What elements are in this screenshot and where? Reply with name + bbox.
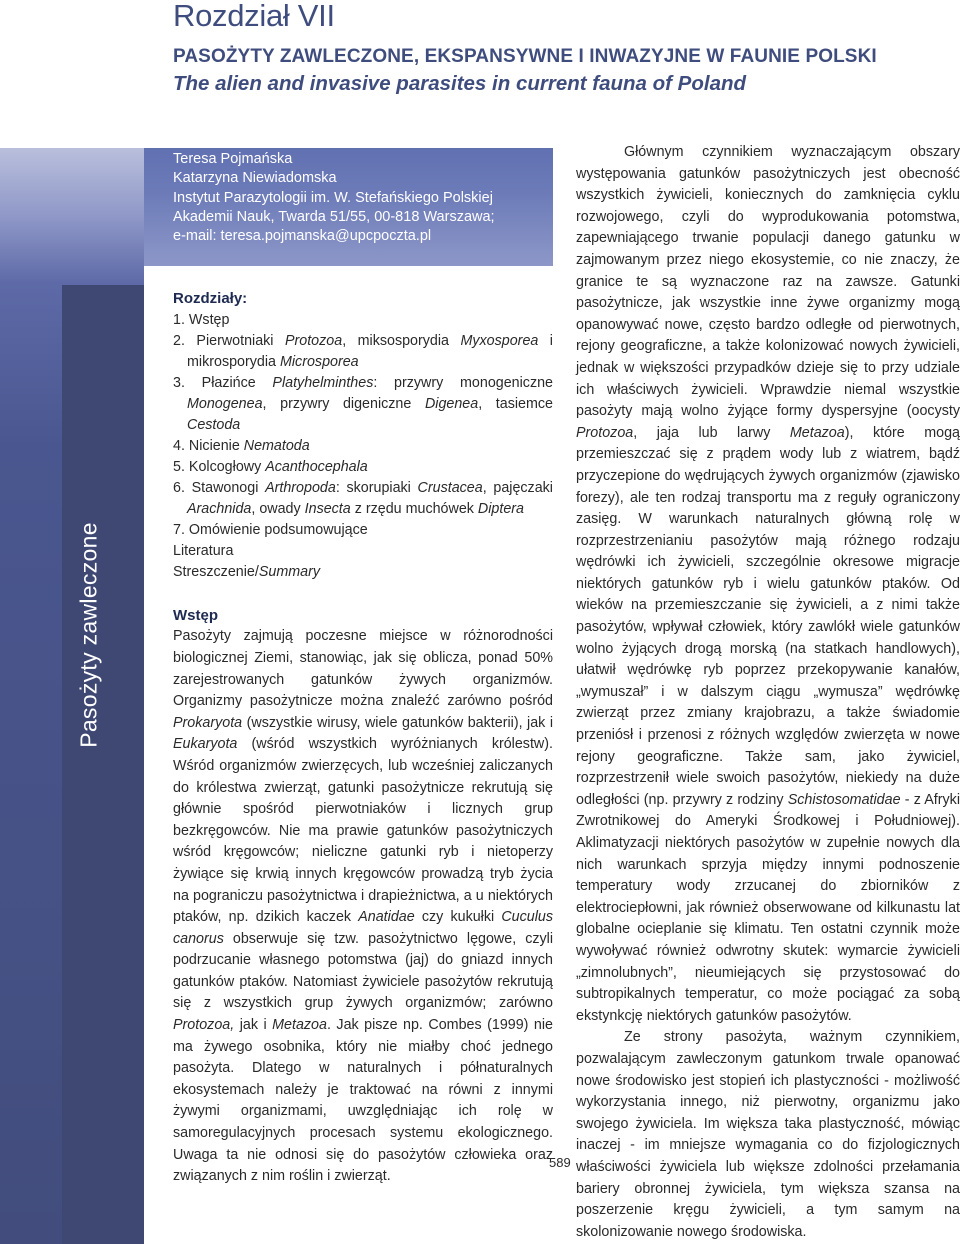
affiliation-line-2: Akademii Nauk, Twarda 51/55, 00-818 Warszawa; <box>173 209 495 225</box>
right-column <box>576 142 960 1243</box>
chapter-label: Rozdział VII <box>173 0 335 33</box>
section-heading-intro: Wstęp <box>173 606 218 624</box>
toc-item-2: 2. Pierwotniaki Protozoa, miksosporydia Myxosporea i mikrosporydia Microsporea <box>173 332 553 370</box>
toc-literature: Literatura <box>173 542 234 559</box>
title-polish: PASOŻYTY ZAWLECZONE, EKSPANSYWNE I INWAZYJNE W FAUNIE POLSKI <box>173 46 877 67</box>
sidebar-strip <box>62 285 144 1244</box>
toc-item-7: 7. Omówienie podsumowujące <box>173 521 368 538</box>
title-english: The alien and invasive parasites in current fauna of Poland <box>173 72 747 95</box>
sidebar-label: Pasożyty zawleczone <box>75 522 102 748</box>
toc-item-5: 5. Kolcogłowy Acanthocephala <box>173 458 368 475</box>
page-number: 589 <box>549 1155 571 1170</box>
toc-item-1: 1. Wstęp <box>173 311 230 328</box>
intro-paragraph-1: Pasożyty zajmują poczesne miejsce w różnorodności biologicznej Ziemi, stanowiąc, jak się oblicza, ponad 50% zarejestrowanych gatunków żywych organizmów. Organizmy pasożytnicze można znaleźć zarówno pośród Prokaryota (wszystkie wirusy, wiele gatunków bakterii), jak i Eukaryota (wśród wszystkich wyróżnianych królestw). Wśród organizmów zwierzęcych, lub wcześniej zaliczanych do królestwa zwierząt, gatunki pasożytnicze rekrutują się głównie spośród pierwotniaków i licznych grup bezkręgowców. Nie ma prawie gatunków pasożytniczych wśród kręgowców; nieliczne gatunki ryb i nietoperzy żywiące się krwią innych kręgowców prowadzą tryb życia na pograniczu pasożytnictwa i drapieżnictwa, a u niektórych ptaków, np. dzikich kaczek Anatidae czy kukułki Cuculus canorus obserwuje się tzw. pasożytnictwo lęgowe, czyli podrzucanie własnego potomstwa (jaj) do gniazd innych gatunków ptaków. Natomiast żywiciele pasożytów rekrutują się z wszystkich grup żywych organizmów; zarówno Protozoa, jak i Metazoa. Jak pisze np. Combes (1999) nie ma żywego osobnika, który nie miałby choć jednego pasożyta. Dlatego w naturalnych i półnaturalnych ekosystemach należy je traktować na równi z innymi żywymi organizmami, uwzględniając ich rolę w samoregulacyjnych procesach systemu ekologicznego. Uwaga ta nie odnosi się do pasożytów człowieka oraz związanych z nim roślin i zwierząt. <box>173 628 553 1185</box>
affiliation-email: e-mail: teresa.pojmanska@upcpoczta.pl <box>173 228 432 244</box>
intro-paragraph-3: Ze strony pasożyta, ważnym czynnikiem, pozwalającym zawleczonym gatunkom trwale opanować nowe środowisko jest stopień ich plastyczności - możliwość wykorzystania innego, niż pierwotny, organizmu jako swojego żywiciela. Im większa taka plastyczność, mówiąc inaczej - im mniejsze wymagania co do fizjologicznych właściwości żywiciela lub większe zdolności przełamania bariery obronnej żywiciela, tym większa szansa na poszerzenie kręgu żywicieli, a tym samym na skolonizowanie nowego środowiska. <box>576 1029 960 1240</box>
intro-paragraph-2: Głównym czynnikiem wyznaczającym obszary występowania gatunków pasożytniczych jest obecność wszystkich żywicieli, koniecznych do zamknięcia cyklu rozwojowego, czyli do wyprodukowania potomstwa, zapewniającego trwanie populacji danego gatunku w zajmowanym przez niego ekosystemie, co nie znaczy, że granice te są wyznaczone raz na zawsze. Gatunki pasożytnicze, jak wszystkie inne żywe organizmy mogą opanowywać nowe, często bardzo odległe od pierwotnych, rejony geograficzne, a także kolonizować nowych żywicieli, jednak w większości przypadków dzieje się to przy udziale ich właściwych żywicieli. Wprawdzie niemal wszystkie pasożyty mają wolno żyjące formy dyspersyjne (oocysty Protozoa, jaja lub larwy Metazoa), które mogą przemieszczać się z prądem wody lub z wiatrem, bądź przyczepione do wędrujących żywych organizmów (zjawisko forezy), ale ten rodzaj transportu ma z reguły ograniczony zasięg. W warunkach naturalnych główną rolę w rozprzestrzenianiu pasożytów mają różnego rodzaju wędrówki ich żywicieli, szczególnie okresowe migracje niektórych gatunków ryb i wielu gatunków ptaków. Od wieków na przemieszczanie się żywicieli, a z nimi także pasożytów, wpływał człowiek, który zawlókł wiele gatunków wolno żyjących drogą morską (na statkach handlowych), ułatwił wędrówkę ryb poprzez przekopywanie kanałów, „wymuszał” i w dalszym ciągu „wymusza” wędrówkę zwierząt przez zmiany krajobrazu, a także świadomie przeniósł i przenosi z różnych względów zwierzęta w nowe rejony geograficzne. Także sam, jako żywiciel, rozprzestrzenił wiele swoich pasożytów, niekiedy na duże odległości (np. przywry z rodziny Schistosomatidae - z Afryki Zwrotnikowej do Ameryki Środkowej i Południowej). Aklimatyzacji niektórych pasożytów w zupełnie nowych dla nich warunkach sprzyja między innymi podnoszenie temperatury wody zrzucanej do zbiorników z elektrociepłowni, jak również obserwowane od kilkunastu lat globalne ocieplanie się klimatu. Ten ostatni czynnik może wywoływać również odwrotny skutek: wymarcie żywicieli „zimnolubnych”, nieumiejących się przystosować do subtropikalnych temperatur, co może pociągać za sobą ekstynkcję niektórych gatunków pasożytów. <box>576 144 960 1024</box>
author-info <box>173 150 495 246</box>
affiliation-line-1: Instytut Parazytologii im. W. Stefańskiego Polskiej <box>173 190 493 206</box>
toc-heading: Rozdziały: <box>173 290 248 307</box>
author-name-2: Katarzyna Niewiadomska <box>173 170 337 186</box>
toc-item-4: 4. Nicienie Nematoda <box>173 437 310 454</box>
toc-item-6: 6. Stawonogi Arthropoda: skorupiaki Crustacea, pajęczaki Arachnida, owady Insecta z rzędu muchówek Diptera <box>173 479 553 517</box>
left-column <box>173 288 553 1188</box>
toc-summary: Streszczenie/Summary <box>173 564 320 581</box>
toc-item-3: 3. Płazińce Platyhelminthes: przywry monogeniczne Monogenea, przywry digeniczne Digenea, tasiemce Cestoda <box>173 374 553 433</box>
author-name-1: Teresa Pojmańska <box>173 151 293 167</box>
